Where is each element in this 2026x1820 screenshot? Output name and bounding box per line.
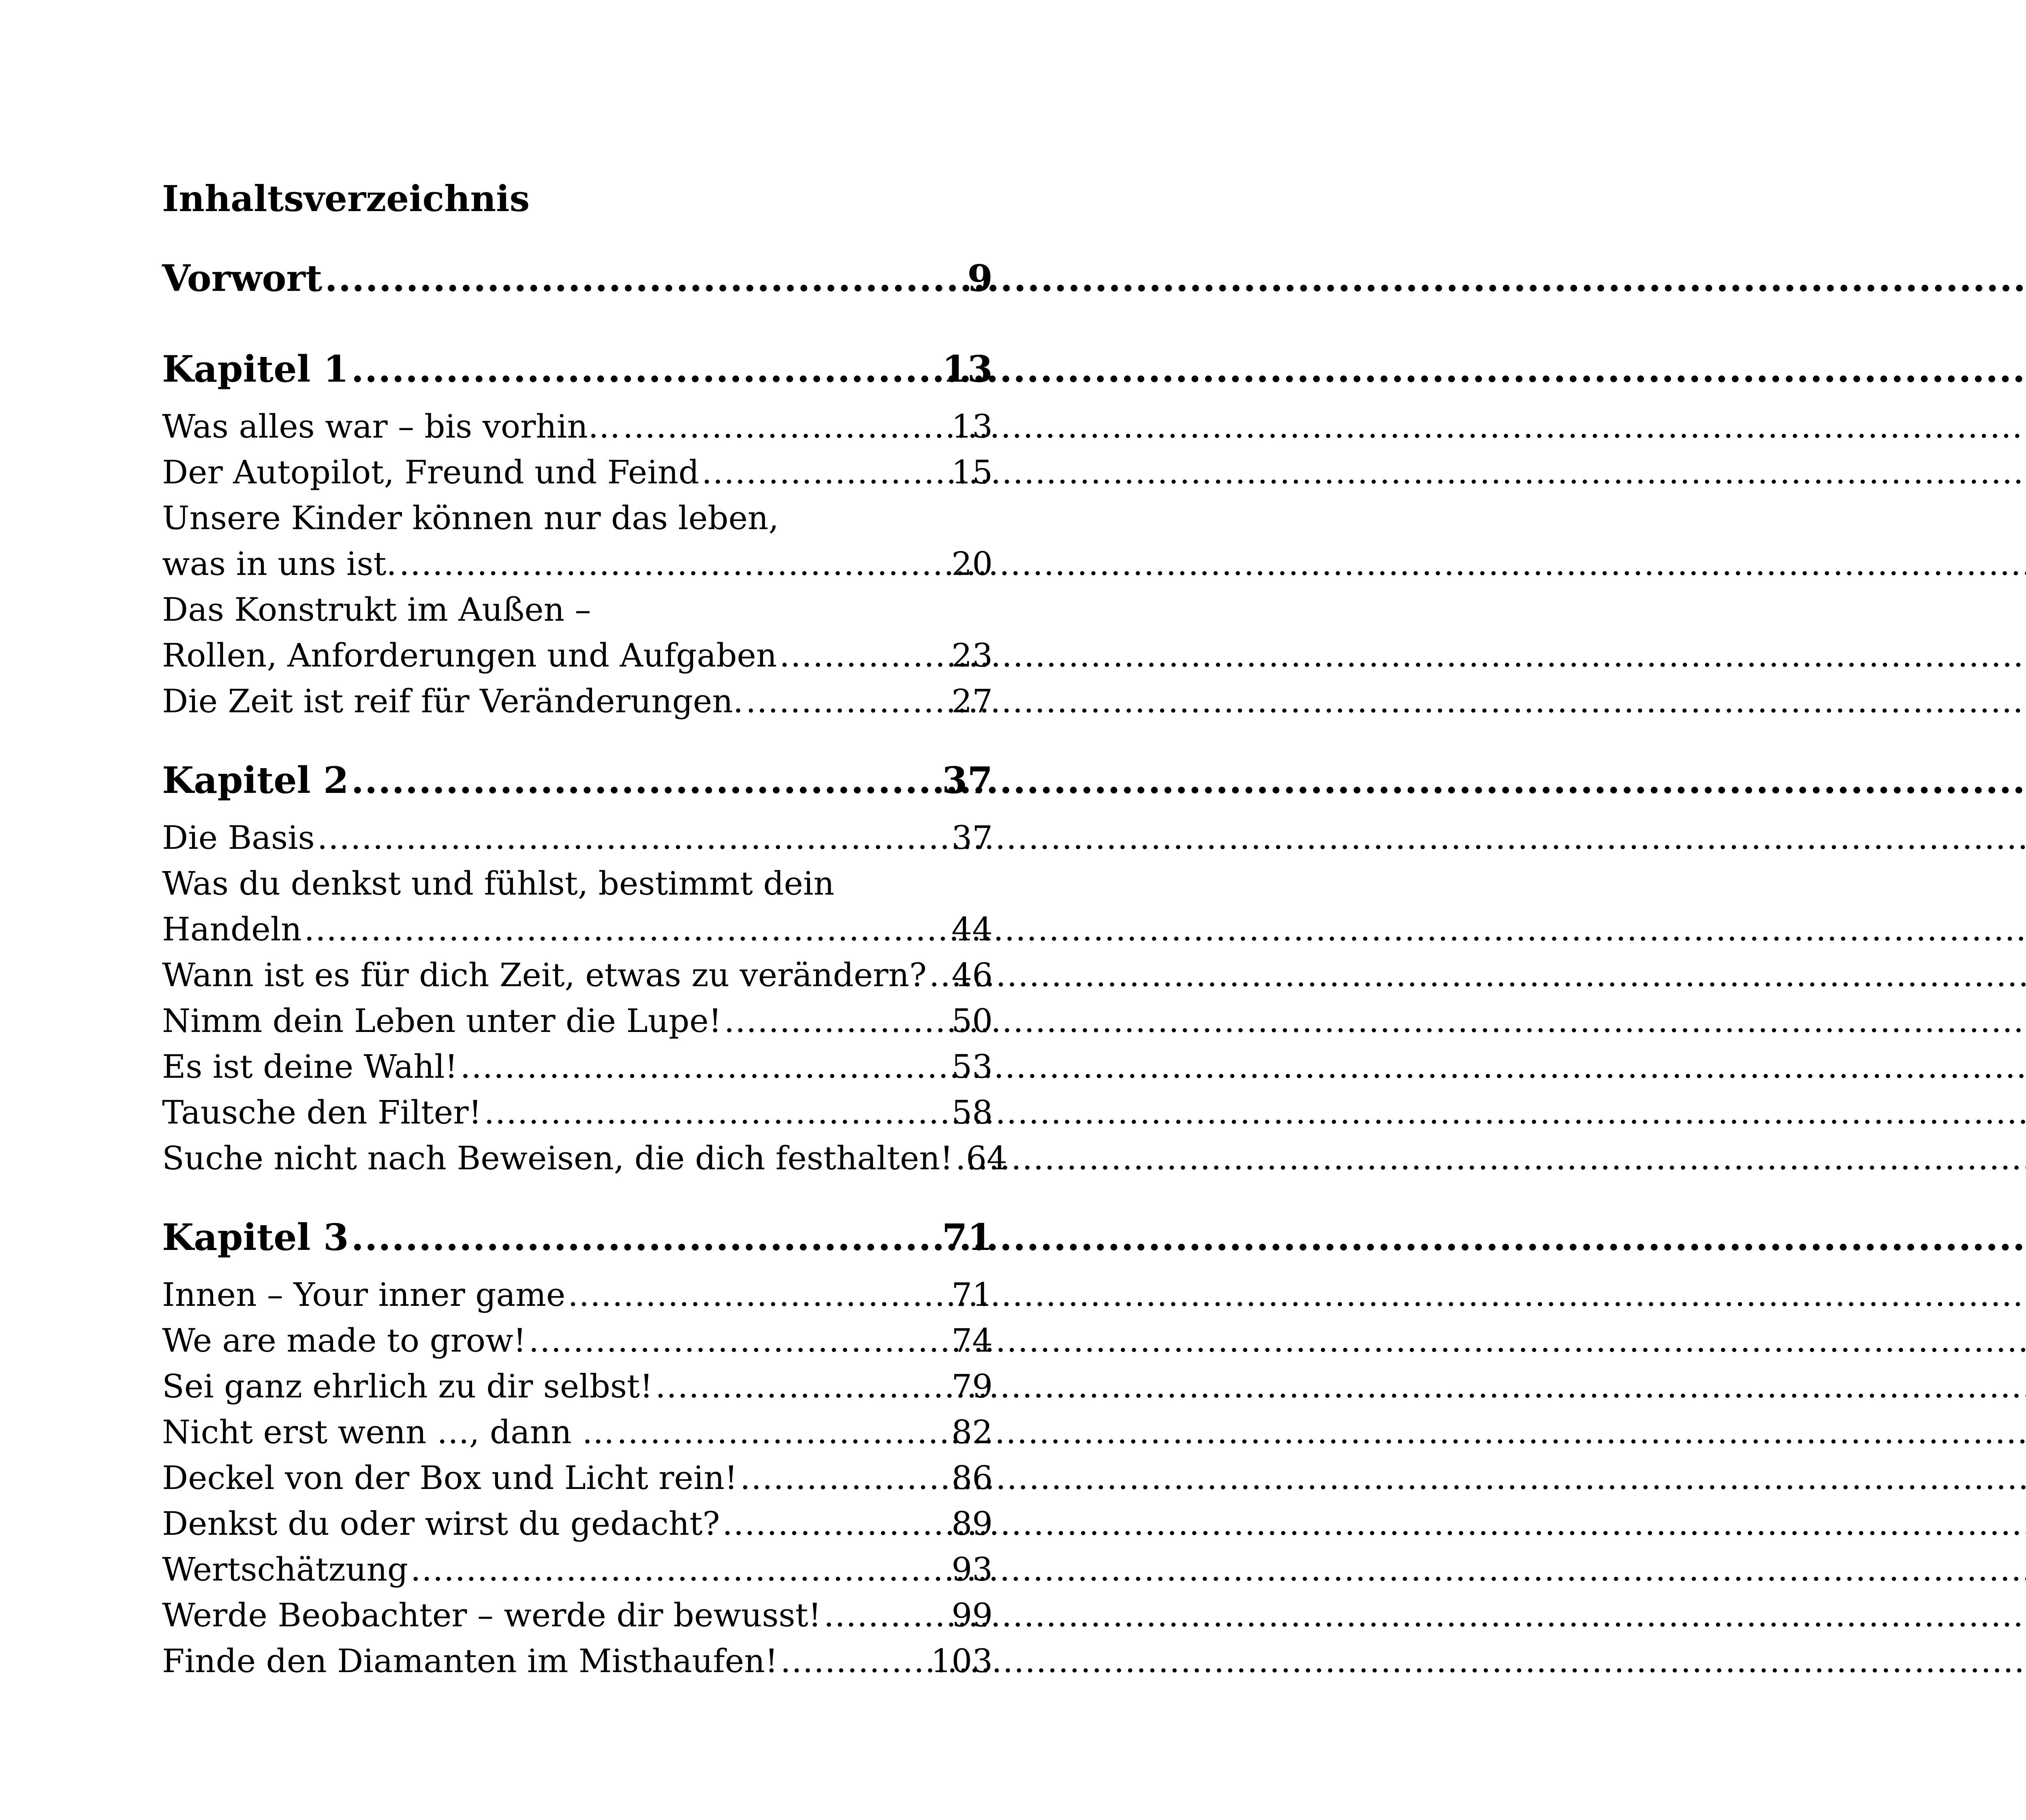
chapter-heading bbox=[162, 746, 993, 815]
entry-title-first-line: Was du denkst und fühlst, bestimmt dein bbox=[162, 865, 835, 902]
preface-label: Vorwort bbox=[162, 257, 323, 300]
entry-title: Die Zeit ist reif für Veränderungen. bbox=[162, 682, 744, 720]
entry-title: Nicht erst wenn …, dann … bbox=[162, 1413, 615, 1451]
dot-leader bbox=[737, 1455, 951, 1501]
entry-page: 58 bbox=[951, 1094, 993, 1131]
entry-title: Die Basis bbox=[162, 819, 315, 857]
entry-title: Rollen, Anforderungen und Aufgaben bbox=[162, 637, 777, 674]
dot-leader bbox=[953, 1135, 966, 1181]
entry-page: 27 bbox=[951, 682, 993, 720]
entry-title: Nimm dein Leben unter die Lupe! bbox=[162, 1002, 722, 1040]
toc-entry bbox=[162, 815, 993, 861]
dot-leader bbox=[526, 1318, 951, 1363]
entry-page: 99 bbox=[951, 1596, 993, 1634]
chapter-heading bbox=[162, 335, 993, 404]
dot-leader bbox=[699, 449, 952, 495]
entry-title: was in uns ist. bbox=[162, 545, 397, 583]
entry-page: 50 bbox=[951, 1002, 993, 1040]
entry-title: Wertschätzung bbox=[162, 1551, 408, 1588]
toc-entry bbox=[162, 541, 993, 587]
entry-title: Es ist deine Wahl! bbox=[162, 1048, 458, 1085]
dot-leader bbox=[315, 815, 952, 861]
dot-leader bbox=[482, 1089, 952, 1135]
chapter-heading bbox=[162, 1203, 993, 1272]
entry-page: 37 bbox=[951, 819, 993, 857]
toc-entry bbox=[162, 906, 993, 952]
dot-leader bbox=[778, 1638, 931, 1684]
dot-leader bbox=[323, 244, 968, 313]
dot-leader bbox=[565, 1272, 951, 1318]
dot-leader bbox=[349, 746, 942, 815]
preface-entry bbox=[162, 244, 993, 313]
entry-page: 64 bbox=[966, 1139, 1007, 1177]
entry-page: 74 bbox=[951, 1322, 993, 1359]
entry-title: Der Autopilot, Freund und Feind bbox=[162, 453, 699, 491]
entry-title: Handeln bbox=[162, 910, 302, 948]
toc-entry bbox=[162, 1135, 1007, 1181]
entry-page: 82 bbox=[951, 1413, 993, 1451]
dot-leader bbox=[614, 1409, 951, 1455]
dot-leader bbox=[743, 678, 951, 724]
entry-title: Werde Beobachter – werde dir bewusst! bbox=[162, 1596, 821, 1634]
entry-page: 20 bbox=[951, 545, 993, 583]
dot-leader bbox=[349, 1203, 942, 1272]
entry-title: Sei ganz ehrlich zu dir selbst! bbox=[162, 1367, 653, 1405]
toc-entry bbox=[162, 1455, 993, 1501]
entry-page: 15 bbox=[951, 453, 993, 491]
toc-entry bbox=[162, 1044, 993, 1089]
chapter-3-section bbox=[162, 1203, 993, 1684]
entry-page: 53 bbox=[951, 1048, 993, 1085]
toc-entry bbox=[162, 632, 993, 678]
entry-title: Innen – Your inner game bbox=[162, 1276, 566, 1314]
toc-entry bbox=[162, 1638, 993, 1684]
toc-entry bbox=[162, 952, 993, 998]
chapter-label: Kapitel 1 bbox=[162, 348, 349, 391]
entry-title-first-line: Unsere Kinder können nur das leben, bbox=[162, 499, 779, 537]
dot-leader bbox=[722, 998, 951, 1044]
dot-leader bbox=[620, 404, 951, 449]
dot-leader bbox=[720, 1501, 952, 1547]
entry-title: Denkst du oder wirst du gedacht? bbox=[162, 1505, 720, 1542]
entry-page: 71 bbox=[951, 1276, 993, 1314]
dot-leader bbox=[458, 1044, 951, 1089]
toc-entry bbox=[162, 1363, 993, 1409]
entry-title: Finde den Diamanten im Misthaufen! bbox=[162, 1642, 778, 1680]
toc-entry bbox=[162, 1318, 993, 1363]
entry-title: Tausche den Filter! bbox=[162, 1094, 482, 1131]
dot-leader bbox=[302, 906, 952, 952]
dot-leader bbox=[653, 1363, 951, 1409]
toc-entry bbox=[162, 1272, 993, 1318]
entry-page: 23 bbox=[951, 637, 993, 674]
entry-page: 103 bbox=[931, 1642, 993, 1680]
dot-leader bbox=[777, 632, 952, 678]
toc-entry bbox=[162, 404, 993, 449]
entry-title-first-line: Das Konstrukt im Außen – bbox=[162, 591, 591, 628]
chapter-page: 13 bbox=[942, 348, 993, 391]
preface-section bbox=[162, 244, 993, 313]
toc-entry bbox=[162, 1089, 993, 1135]
toc-entry bbox=[162, 449, 993, 495]
chapter-page: 37 bbox=[942, 759, 993, 802]
entry-page: 93 bbox=[951, 1551, 993, 1588]
dot-leader bbox=[927, 952, 951, 998]
toc-entry bbox=[162, 1592, 993, 1638]
entry-title: Suche nicht nach Beweisen, die dich festhalten! bbox=[162, 1139, 953, 1177]
toc-entry bbox=[162, 1501, 993, 1547]
chapter-2-section bbox=[162, 746, 1007, 1181]
toc-entry bbox=[162, 998, 993, 1044]
entry-title: Deckel von der Box und Licht rein! bbox=[162, 1459, 738, 1497]
entry-page: 13 bbox=[951, 408, 993, 445]
entry-page: 86 bbox=[951, 1459, 993, 1497]
dot-leader bbox=[349, 335, 942, 404]
toc-entry bbox=[162, 678, 993, 724]
toc-entry bbox=[162, 1409, 993, 1455]
dot-leader bbox=[821, 1592, 951, 1638]
entry-title: Wann ist es für dich Zeit, etwas zu verändern? bbox=[162, 956, 927, 994]
toc-heading: Inhaltsverzeichnis bbox=[162, 177, 530, 220]
entry-page: 46 bbox=[951, 956, 993, 994]
table-of-contents bbox=[162, 174, 1007, 1706]
toc-entry bbox=[162, 1547, 993, 1592]
preface-page: 9 bbox=[967, 257, 993, 300]
entry-page: 79 bbox=[951, 1367, 993, 1405]
chapter-1-section bbox=[162, 335, 993, 724]
chapter-label: Kapitel 3 bbox=[162, 1216, 349, 1259]
entry-title: We are made to grow! bbox=[162, 1322, 526, 1359]
entry-title: Was alles war – bis vorhin… bbox=[162, 408, 620, 445]
chapter-page: 71 bbox=[942, 1216, 993, 1259]
entry-page: 44 bbox=[951, 910, 993, 948]
dot-leader bbox=[397, 541, 951, 587]
chapter-label: Kapitel 2 bbox=[162, 759, 349, 802]
dot-leader bbox=[408, 1547, 951, 1592]
entry-page: 89 bbox=[951, 1505, 993, 1542]
